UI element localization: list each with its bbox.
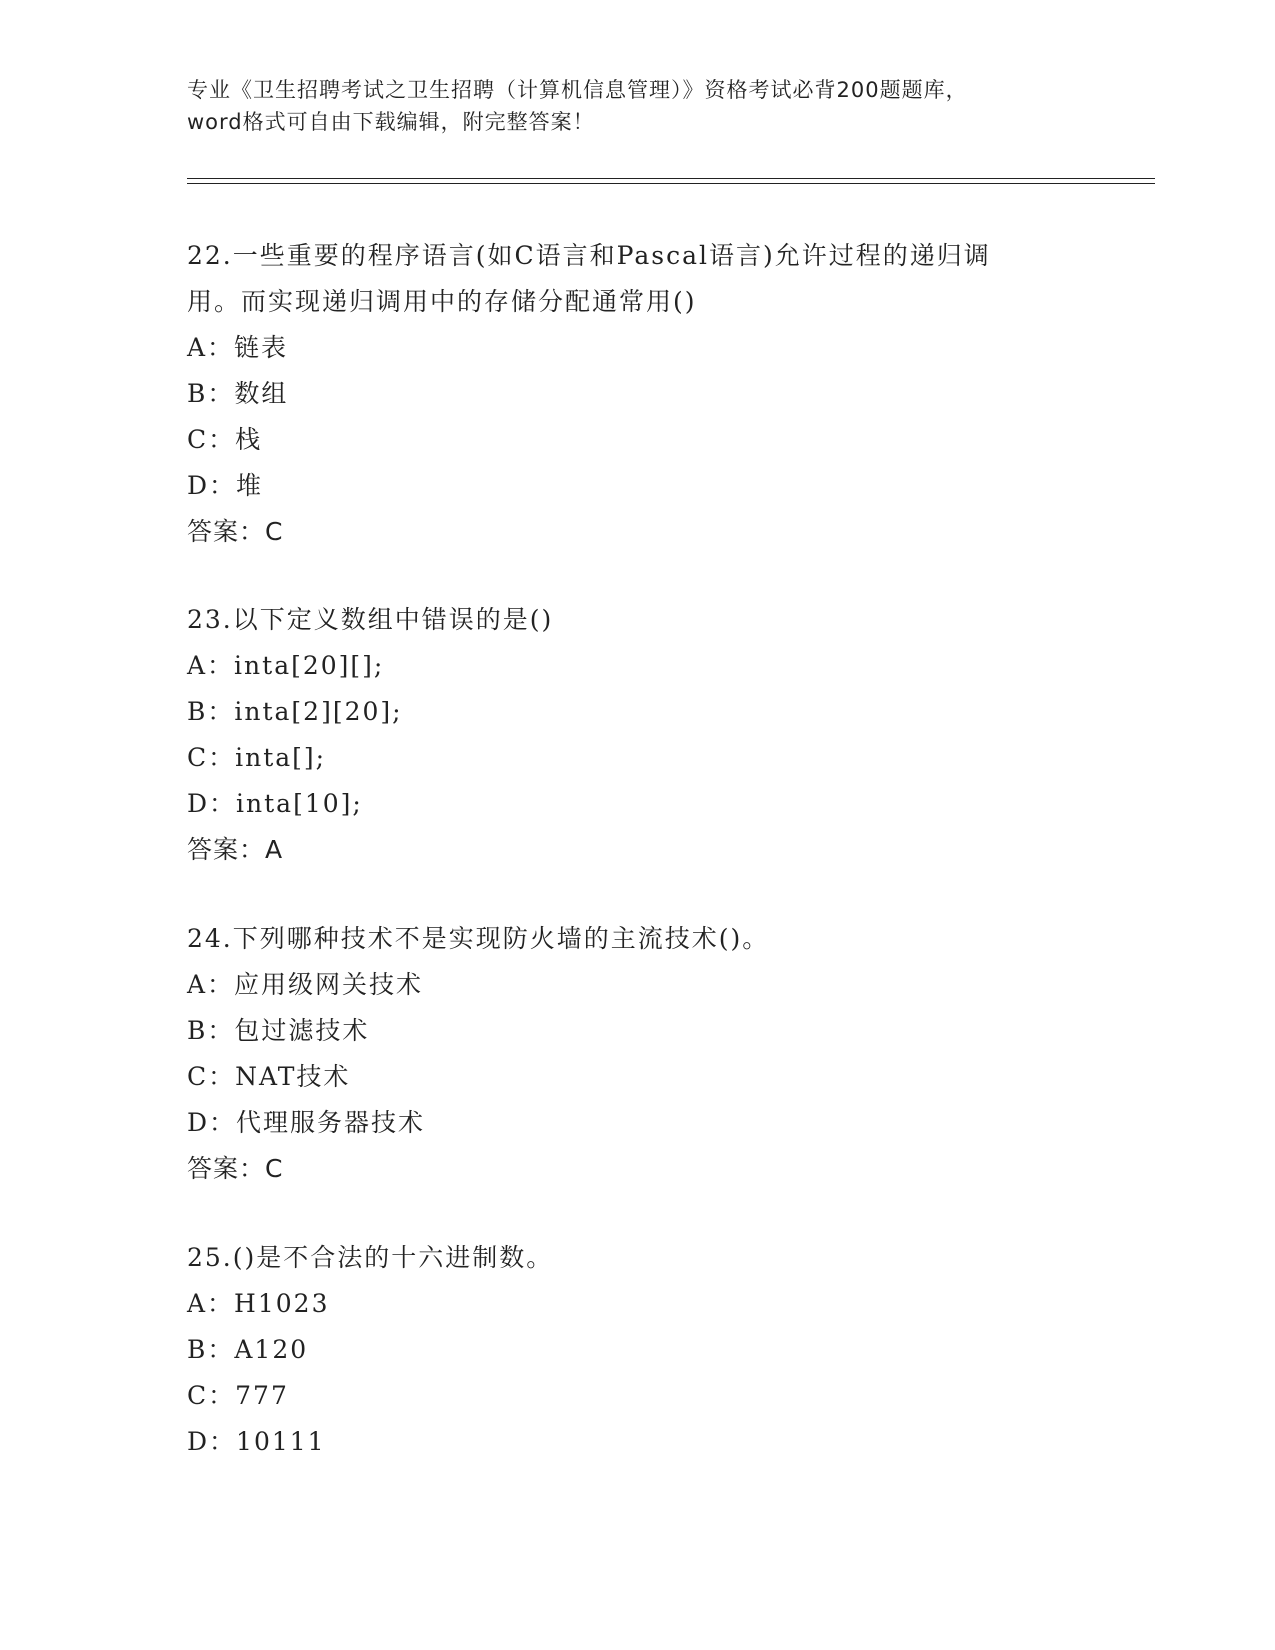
option-c: C：inta[]; [187,743,327,772]
question-24 [187,916,1087,1192]
option-c: C：栈 [187,425,263,454]
question-22 [187,233,1087,555]
header-line-1: 专业《卫生招聘考试之卫生招聘（计算机信息管理）》资格考试必背200题题库， [187,78,968,102]
document-header [187,74,1087,138]
option-d: D：堆 [187,471,264,500]
header-divider-bottom [187,183,1155,184]
question-stem-line: 用。而实现递归调用中的存储分配通常用() [187,287,697,316]
option-a: A：inta[20][]; [187,651,385,680]
question-23 [187,597,1087,873]
option-a: A：H1023 [187,1289,330,1318]
answer: 答案：C [187,517,284,546]
option-d: D：inta[10]; [187,789,363,818]
header-divider-top [187,178,1155,179]
option-b: B：A120 [187,1335,309,1364]
question-stem-line: 25.()是不合法的十六进制数。 [187,1243,554,1272]
option-c: C：777 [187,1381,289,1410]
question-25 [187,1235,1087,1465]
option-a: A：应用级网关技术 [187,970,424,999]
answer: 答案：A [187,835,284,864]
question-stem-line: 23.以下定义数组中错误的是() [187,605,554,634]
option-b: B：包过滤技术 [187,1016,370,1045]
option-d: D：10111 [187,1427,326,1456]
option-b: B：inta[2][20]; [187,697,403,726]
option-a: A：链表 [187,333,289,362]
option-d: D：代理服务器技术 [187,1108,426,1137]
answer: 答案：C [187,1154,284,1183]
option-b: B：数组 [187,379,289,408]
question-stem-line: 24.下列哪种技术不是实现防火墙的主流技术()。 [187,924,770,953]
question-stem-line: 22.一些重要的程序语言(如C语言和Pascal语言)允许过程的递归调 [187,241,991,270]
header-line-2: word格式可自由下载编辑，附完整答案！ [187,110,595,134]
option-c: C：NAT技术 [187,1062,351,1091]
